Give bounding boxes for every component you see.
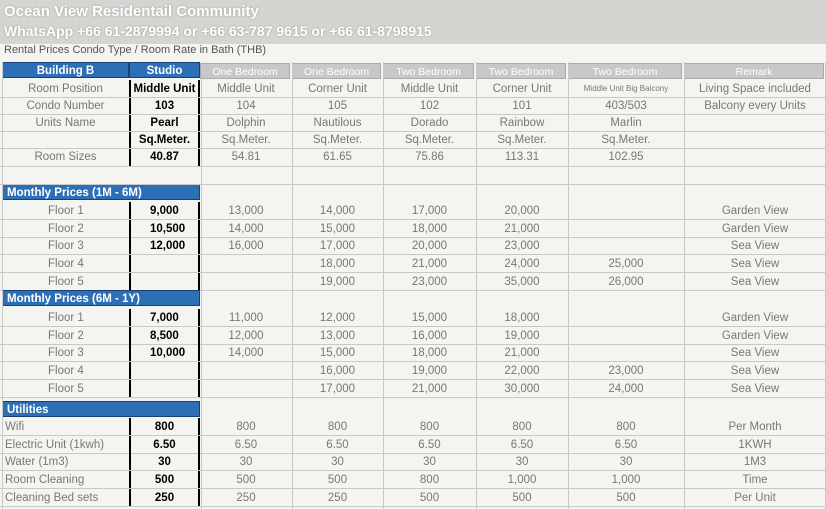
remark-cell: Sea View (730, 240, 780, 253)
info-size: 102.95 (608, 151, 644, 163)
floor-label: Floor 3 (48, 347, 84, 360)
price-cell (568, 220, 684, 238)
price-cell: 24,000 (608, 382, 644, 395)
price-cell: 6.50 (234, 438, 258, 451)
utility-label: Water (1m3) (5, 456, 69, 469)
price-cell: 1,000 (611, 474, 641, 487)
row-divider (0, 114, 826, 115)
price-cell: 6.50 (614, 438, 638, 451)
remark-cell: Garden View (721, 222, 789, 235)
studio-price: 8,500 (129, 327, 200, 345)
row-divider (0, 131, 826, 132)
column-head-studio: Studio (129, 62, 200, 78)
community-title: Ocean View Residentail Community (4, 3, 259, 20)
column-head: Two Bedroom (476, 63, 566, 79)
column-head: Remark (684, 63, 824, 79)
studio-price: 10,000 (129, 344, 200, 362)
info-number: 403/503 (605, 100, 647, 112)
remark-cell: 1KWH (738, 438, 772, 451)
price-cell: 800 (419, 421, 440, 433)
info-number: 105 (327, 100, 348, 112)
price-cell: 30 (239, 456, 253, 469)
info-number: Balcony every Units (704, 100, 806, 112)
price-cell: 800 (327, 421, 348, 433)
info-unit: Sq.Meter. (404, 134, 455, 146)
info-position: Middle Unit (400, 83, 459, 95)
remark-cell: Sea View (730, 275, 780, 288)
price-cell: 21,000 (411, 382, 448, 395)
info-name (684, 114, 826, 132)
price-cell (568, 327, 684, 345)
column-head: One Bedroom (200, 63, 290, 79)
info-name: Dorado (410, 117, 449, 129)
studio-price (129, 362, 200, 380)
price-cell (568, 309, 684, 327)
remark-cell: Sea View (730, 365, 780, 378)
remark-cell: Per Unit (734, 491, 776, 504)
price-cell: 30 (331, 456, 344, 469)
studio-price: 6.50 (129, 436, 200, 454)
studio-price: 7,000 (129, 309, 200, 327)
price-cell: 18,000 (319, 258, 356, 271)
whatsapp-contact: WhatsApp +66 61-2879994 or +66 63-787 9615 or +66 61-8798915 (4, 23, 432, 39)
info-name: Marlin (610, 117, 642, 129)
price-cell (568, 237, 684, 255)
info-unit: Sq.Meter. (312, 134, 363, 146)
info-name: Nautilous (313, 117, 362, 129)
price-cell: 800 (512, 421, 532, 433)
studio-price (129, 380, 200, 398)
utility-label: Room Cleaning (5, 474, 85, 487)
info-number: 103 (129, 97, 200, 115)
price-cell (200, 255, 292, 273)
info-name: Rainbow (499, 117, 545, 129)
price-cell: 17,000 (319, 382, 356, 395)
price-cell: 15,000 (411, 312, 448, 324)
utility-label: Cleaning Bed sets (5, 491, 99, 504)
floor-label: Floor 3 (48, 240, 84, 253)
floor-label: Floor 4 (48, 365, 84, 378)
price-cell: 14,000 (228, 347, 264, 360)
price-cell: 12,000 (319, 312, 356, 324)
info-size: 61.65 (323, 151, 352, 163)
price-cell: 500 (327, 474, 348, 487)
column-divider (292, 62, 293, 509)
studio-price (129, 255, 200, 273)
price-cell: 13,000 (228, 205, 264, 217)
utility-label: Wifi (5, 421, 25, 433)
remark-cell: Garden View (721, 329, 789, 342)
price-cell: 13,000 (319, 329, 356, 342)
price-cell: 6.50 (510, 438, 534, 451)
info-position: Middle Unit Big Balcony (583, 84, 669, 93)
price-cell: 21,000 (504, 222, 540, 235)
row-divider (0, 506, 826, 507)
remark-cell: Sea View (730, 258, 780, 271)
price-cell: 19,000 (319, 275, 356, 288)
price-cell: 18,000 (411, 347, 448, 360)
section-title: Monthly Prices (6M - 1Y) (2, 290, 200, 306)
studio-price: 800 (129, 418, 200, 436)
info-size: 40.87 (129, 148, 200, 166)
row-divider (0, 97, 826, 98)
column-divider (201, 62, 202, 509)
studio-price: 12,000 (129, 237, 200, 255)
price-cell: 17,000 (319, 240, 356, 253)
price-cell: 15,000 (319, 222, 356, 235)
info-size: 113.31 (504, 151, 540, 163)
info-size (684, 148, 826, 166)
price-cell: 250 (236, 491, 256, 504)
price-cell: 6.50 (326, 438, 349, 451)
utility-label: Electric Unit (1kwh) (5, 438, 105, 451)
price-cell (200, 362, 292, 380)
info-unit (684, 131, 826, 149)
studio-price: 250 (129, 489, 200, 507)
floor-label: Floor 5 (48, 275, 84, 288)
price-cell (200, 380, 292, 398)
price-cell: 18,000 (504, 312, 540, 324)
column-head: One Bedroom (292, 63, 381, 79)
info-position: Living Space included (699, 83, 811, 95)
price-cell: 16,000 (411, 329, 448, 342)
price-cell: 16,000 (228, 240, 264, 253)
price-cell: 19,000 (504, 329, 540, 342)
price-cell: 21,000 (411, 258, 448, 271)
column-head: Two Bedroom (383, 63, 474, 79)
floor-label: Floor 2 (48, 222, 84, 235)
price-cell: 23,000 (411, 275, 448, 288)
price-cell: 1,000 (507, 474, 537, 487)
sheet-subtitle: Rental Prices Condo Type / Room Rate in Bath (THB) (4, 44, 267, 56)
studio-price: 500 (129, 471, 200, 489)
row-divider (0, 397, 826, 398)
info-position: Middle Unit (129, 80, 200, 98)
price-cell: 20,000 (504, 205, 540, 217)
price-cell: 500 (616, 491, 636, 504)
price-cell: 800 (236, 421, 256, 433)
info-number: 104 (236, 100, 256, 112)
info-number: Condo Number (26, 100, 105, 112)
price-cell: 14,000 (319, 205, 356, 217)
floor-label: Floor 1 (48, 312, 84, 324)
column-head: Two Bedroom (568, 63, 682, 79)
price-cell: 20,000 (411, 240, 448, 253)
info-size: 75.86 (415, 151, 444, 163)
price-cell: 30 (423, 456, 436, 469)
price-cell: 500 (512, 491, 532, 504)
info-unit (2, 131, 129, 149)
info-number: 101 (512, 100, 532, 112)
column-divider (383, 62, 384, 509)
info-position: Room Position (28, 83, 103, 95)
price-cell: 30 (515, 456, 529, 469)
info-unit: Sq.Meter. (221, 134, 271, 146)
price-cell (200, 273, 292, 291)
price-cell: 800 (419, 474, 440, 487)
column-divider (568, 62, 569, 509)
header-banner (0, 0, 826, 44)
info-unit: Sq.Meter. (497, 134, 547, 146)
column-divider (684, 62, 685, 509)
row-divider (0, 166, 826, 167)
price-cell: 500 (236, 474, 256, 487)
remark-cell: Sea View (730, 382, 780, 395)
info-unit: Sq.Meter. (129, 131, 200, 149)
price-cell: 250 (327, 491, 348, 504)
price-cell: 35,000 (504, 275, 540, 288)
price-cell: 30,000 (504, 382, 540, 395)
column-divider (476, 62, 477, 509)
price-cell: 17,000 (411, 205, 448, 217)
remark-cell: Garden View (721, 205, 789, 217)
price-cell: 6.50 (418, 438, 441, 451)
info-position: Middle Unit (217, 83, 275, 95)
remark-cell: 1M3 (743, 456, 767, 469)
info-size: Room Sizes (34, 151, 97, 163)
row-divider (0, 148, 826, 149)
price-cell: 12,000 (228, 329, 264, 342)
price-cell: 16,000 (319, 365, 356, 378)
studio-price: 30 (129, 453, 200, 471)
row-divider (0, 184, 826, 185)
info-size: 54.81 (231, 151, 261, 163)
studio-price: 10,500 (129, 220, 200, 238)
price-cell: 14,000 (228, 222, 264, 235)
section-title: Utilities (2, 401, 200, 417)
column-divider (2, 62, 3, 509)
info-position: Corner Unit (492, 83, 552, 95)
info-name: Units Name (35, 117, 96, 129)
price-cell: 24,000 (504, 258, 540, 271)
remark-cell: Garden View (721, 312, 789, 324)
section-title: Monthly Prices (1M - 6M) (2, 184, 200, 200)
floor-label: Floor 1 (48, 205, 84, 217)
price-cell: 23,000 (608, 365, 644, 378)
price-cell: 19,000 (411, 365, 448, 378)
price-cell: 18,000 (411, 222, 448, 235)
info-number: 102 (419, 100, 440, 112)
price-cell (568, 202, 684, 220)
studio-price (129, 273, 200, 291)
info-position: Corner Unit (308, 83, 367, 95)
price-cell: 22,000 (504, 365, 540, 378)
floor-label: Floor 2 (48, 329, 84, 342)
remark-cell: Per Month (728, 421, 782, 433)
building-label: Building B (2, 62, 129, 78)
info-unit: Sq.Meter. (601, 134, 651, 146)
price-cell: 30 (619, 456, 633, 469)
price-cell: 500 (419, 491, 440, 504)
info-name: Pearl (129, 114, 200, 132)
price-cell: 21,000 (504, 347, 540, 360)
studio-price: 9,000 (129, 202, 200, 220)
info-name: Dolphin (226, 117, 266, 129)
price-cell (568, 344, 684, 362)
remark-cell: Sea View (730, 347, 780, 360)
price-cell: 25,000 (608, 258, 644, 271)
price-cell: 23,000 (504, 240, 540, 253)
price-cell: 800 (616, 421, 636, 433)
price-cell: 11,000 (228, 312, 264, 324)
price-cell: 15,000 (319, 347, 356, 360)
floor-label: Floor 4 (48, 258, 84, 271)
remark-cell: Time (742, 474, 768, 487)
floor-label: Floor 5 (48, 382, 84, 395)
price-cell: 26,000 (608, 275, 644, 288)
